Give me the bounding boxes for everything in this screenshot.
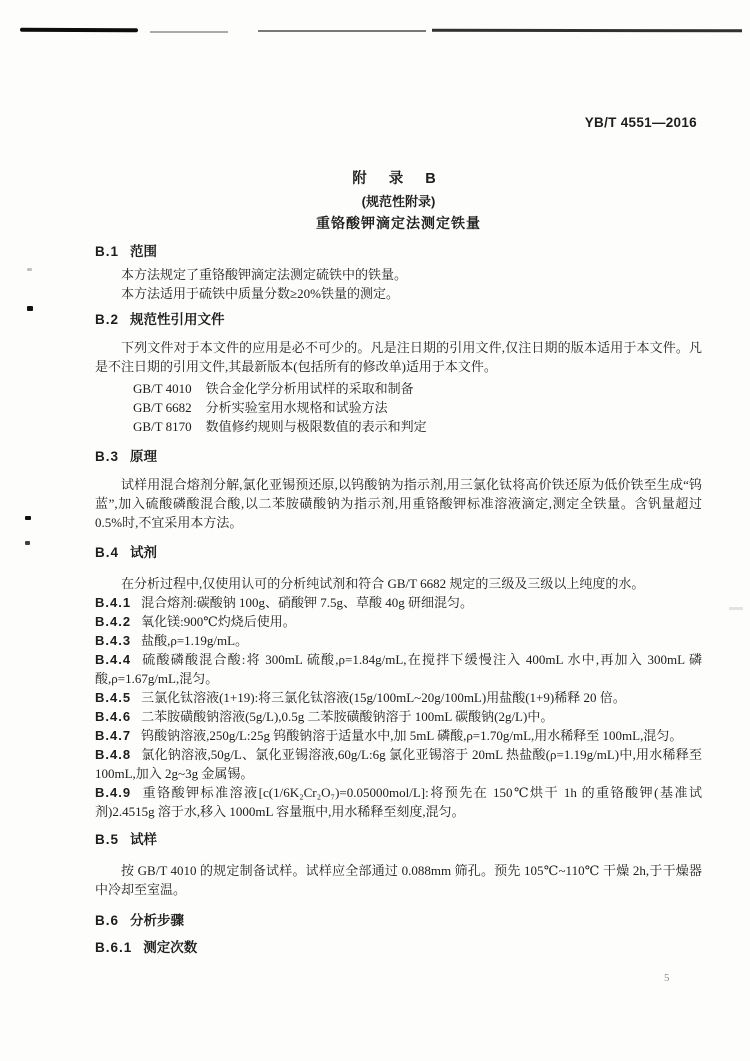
reagent-number: B.4.5 (95, 690, 132, 705)
section-number: B.5 (95, 832, 120, 847)
paragraph: 本方法适用于硫铁中质量分数≥20%铁量的测定。 (121, 286, 399, 301)
reagent-text: 三氯化钛溶液(1+19):将三氯化钛溶液(15g/100mL~20g/100mL)用盐酸(1+9)稀释 20 倍。 (141, 690, 626, 705)
reagent-text: 钨酸钠溶液,250g/L:25g 钨酸钠溶于适量水中,加 5mL 磷酸,ρ=1.70g/mL,用水稀释至 100mL,混匀。 (141, 728, 683, 743)
document-number: YB/T 4551—2016 (584, 115, 697, 130)
reagent-number: B.4.1 (95, 595, 132, 610)
document-body (95, 163, 702, 957)
paragraph: 在分析过程中,仅使用认可的分析纯试剂和符合 GB/T 6682 规定的三级及三级以上纯度的水。 (121, 576, 645, 591)
scan-artifact-top-line (150, 31, 228, 33)
scan-artifact-top-line (20, 28, 138, 33)
section-number: B.2 (95, 312, 120, 327)
reference-code: GB/T 8170 (133, 419, 192, 434)
appendix-type: (规范性附录) (361, 194, 436, 209)
section-title: 试样 (130, 832, 158, 847)
page-number: 5 (664, 972, 670, 984)
reference-item (95, 379, 702, 398)
reagent-text: 混合熔剂:碳酸钠 100g、硝酸钾 7.5g、草酸 40g 研细混匀。 (141, 595, 473, 610)
section-title: 测定次数 (143, 940, 198, 955)
method-title: 重铬酸钾滴定法测定铁量 (316, 215, 481, 231)
reference-item (95, 398, 702, 417)
section-number: B.3 (95, 449, 120, 464)
reagent-item (95, 783, 702, 821)
reference-title: 分析实验室用水规格和试验方法 (205, 400, 388, 415)
reagent-text: 氧化镁:900℃灼烧后使用。 (141, 614, 296, 629)
reagent-item (95, 688, 702, 707)
section-heading-procedure (95, 911, 702, 930)
reagent-item (95, 593, 702, 612)
paragraph: 试样用混合熔剂分解,氯化亚锡预还原,以钨酸钠为指示剂,用三氯化钛将高价铁还原为低价铁至生成“钨蓝”,加入硫酸磷酸混合酸,以二苯胺磺酸钠为指示剂,用重铬酸钾标准溶液滴定,测定全铁量。含钒量超过 0.5%时,不宜采用本方法。 (95, 477, 702, 530)
section-heading-principle (95, 447, 702, 466)
reagent-number: B.4.4 (95, 652, 132, 667)
section-number: B.1 (95, 244, 120, 259)
section-title: 范围 (130, 244, 158, 259)
scan-smudge (729, 607, 743, 610)
reagent-number: B.4.6 (95, 709, 132, 724)
reference-code: GB/T 4010 (133, 381, 192, 396)
reagent-text: 氯化钠溶液,50g/L、氯化亚锡溶液,60g/L:6g 氯化亚锡溶于 20mL 热盐酸(ρ=1.19g/mL)中,用水稀释至 100mL,加入 2g~3g 金属锡。 (95, 747, 702, 781)
section-number: B.4 (95, 545, 120, 560)
reagent-item (95, 707, 702, 726)
reagent-item (95, 745, 702, 783)
reagent-text: 硫酸磷酸混合酸:将 300mL 硫酸,ρ=1.84g/mL,在搅拌下缓慢注入 400mL 水中,再加入 300mL 磷酸,ρ=1.67g/mL,混匀。 (95, 652, 702, 686)
scan-speck (27, 268, 32, 271)
reagent-item (95, 631, 702, 650)
section-heading-sample (95, 830, 702, 849)
scan-artifact-top-line (432, 29, 742, 33)
reagent-text: 二苯胺磺酸钠溶液(5g/L),0.5g 二苯胺磺酸钠溶于 100mL 碳酸钠(2g/L)中。 (141, 709, 554, 724)
appendix-title: 附 录 B (352, 171, 445, 187)
section-heading-normative-refs (95, 310, 702, 329)
scan-speck (25, 516, 31, 520)
reference-item (95, 417, 702, 436)
paragraph: 下列文件对于本文件的应用是必不可少的。凡是注日期的引用文件,仅注日期的版本适用于本文件。凡是不注日期的引用文件,其最新版本(包括所有的修改单)适用于本文件。 (95, 340, 702, 374)
reagent-number: B.4.2 (95, 614, 132, 629)
section-number: B.6 (95, 913, 120, 928)
reference-title: 铁合金化学分析用试样的采取和制备 (205, 381, 414, 396)
reagent-number: B.4.9 (95, 785, 132, 800)
reagent-number: B.4.7 (95, 728, 132, 743)
reagent-item (95, 612, 702, 631)
reference-title: 数值修约规则与极限数值的表示和判定 (205, 419, 427, 434)
reference-code: GB/T 6682 (133, 400, 192, 415)
reagent-item (95, 726, 702, 745)
reagent-item (95, 650, 702, 688)
section-title: 规范性引用文件 (130, 312, 225, 327)
section-title: 原理 (130, 449, 158, 464)
subsection-heading-determination-count (95, 938, 702, 957)
section-title: 试剂 (130, 545, 158, 560)
reference-list (95, 379, 702, 436)
section-number: B.6.1 (95, 940, 133, 955)
scan-speck (25, 541, 30, 545)
scan-artifact-top-line (258, 30, 426, 32)
paragraph: 按 GB/T 4010 的规定制备试样。试样应全部通过 0.088mm 筛孔。预先 105℃~110℃ 干燥 2h,于干燥器中冷却至室温。 (95, 863, 702, 897)
scan-speck (27, 306, 33, 311)
reagent-number: B.4.8 (95, 747, 132, 762)
section-heading-scope (95, 242, 702, 261)
reagent-text: 重铬酸钾标准溶液[c(1/6K₂Cr₂O₇)=0.05000mol/L]:将预先在 150℃烘干 1h 的重铬酸钾(基准试剂)2.4515g 溶于水,移入 1000mL 容量瓶中,用水稀释至刻度,混匀。 (95, 785, 702, 819)
reagent-text: 盐酸,ρ=1.19g/mL。 (141, 633, 249, 648)
section-heading-reagents (95, 543, 702, 562)
paragraph: 本方法规定了重铬酸钾滴定法测定硫铁中的铁量。 (121, 267, 408, 282)
section-title: 分析步骤 (130, 913, 185, 928)
reagent-number: B.4.3 (95, 633, 132, 648)
